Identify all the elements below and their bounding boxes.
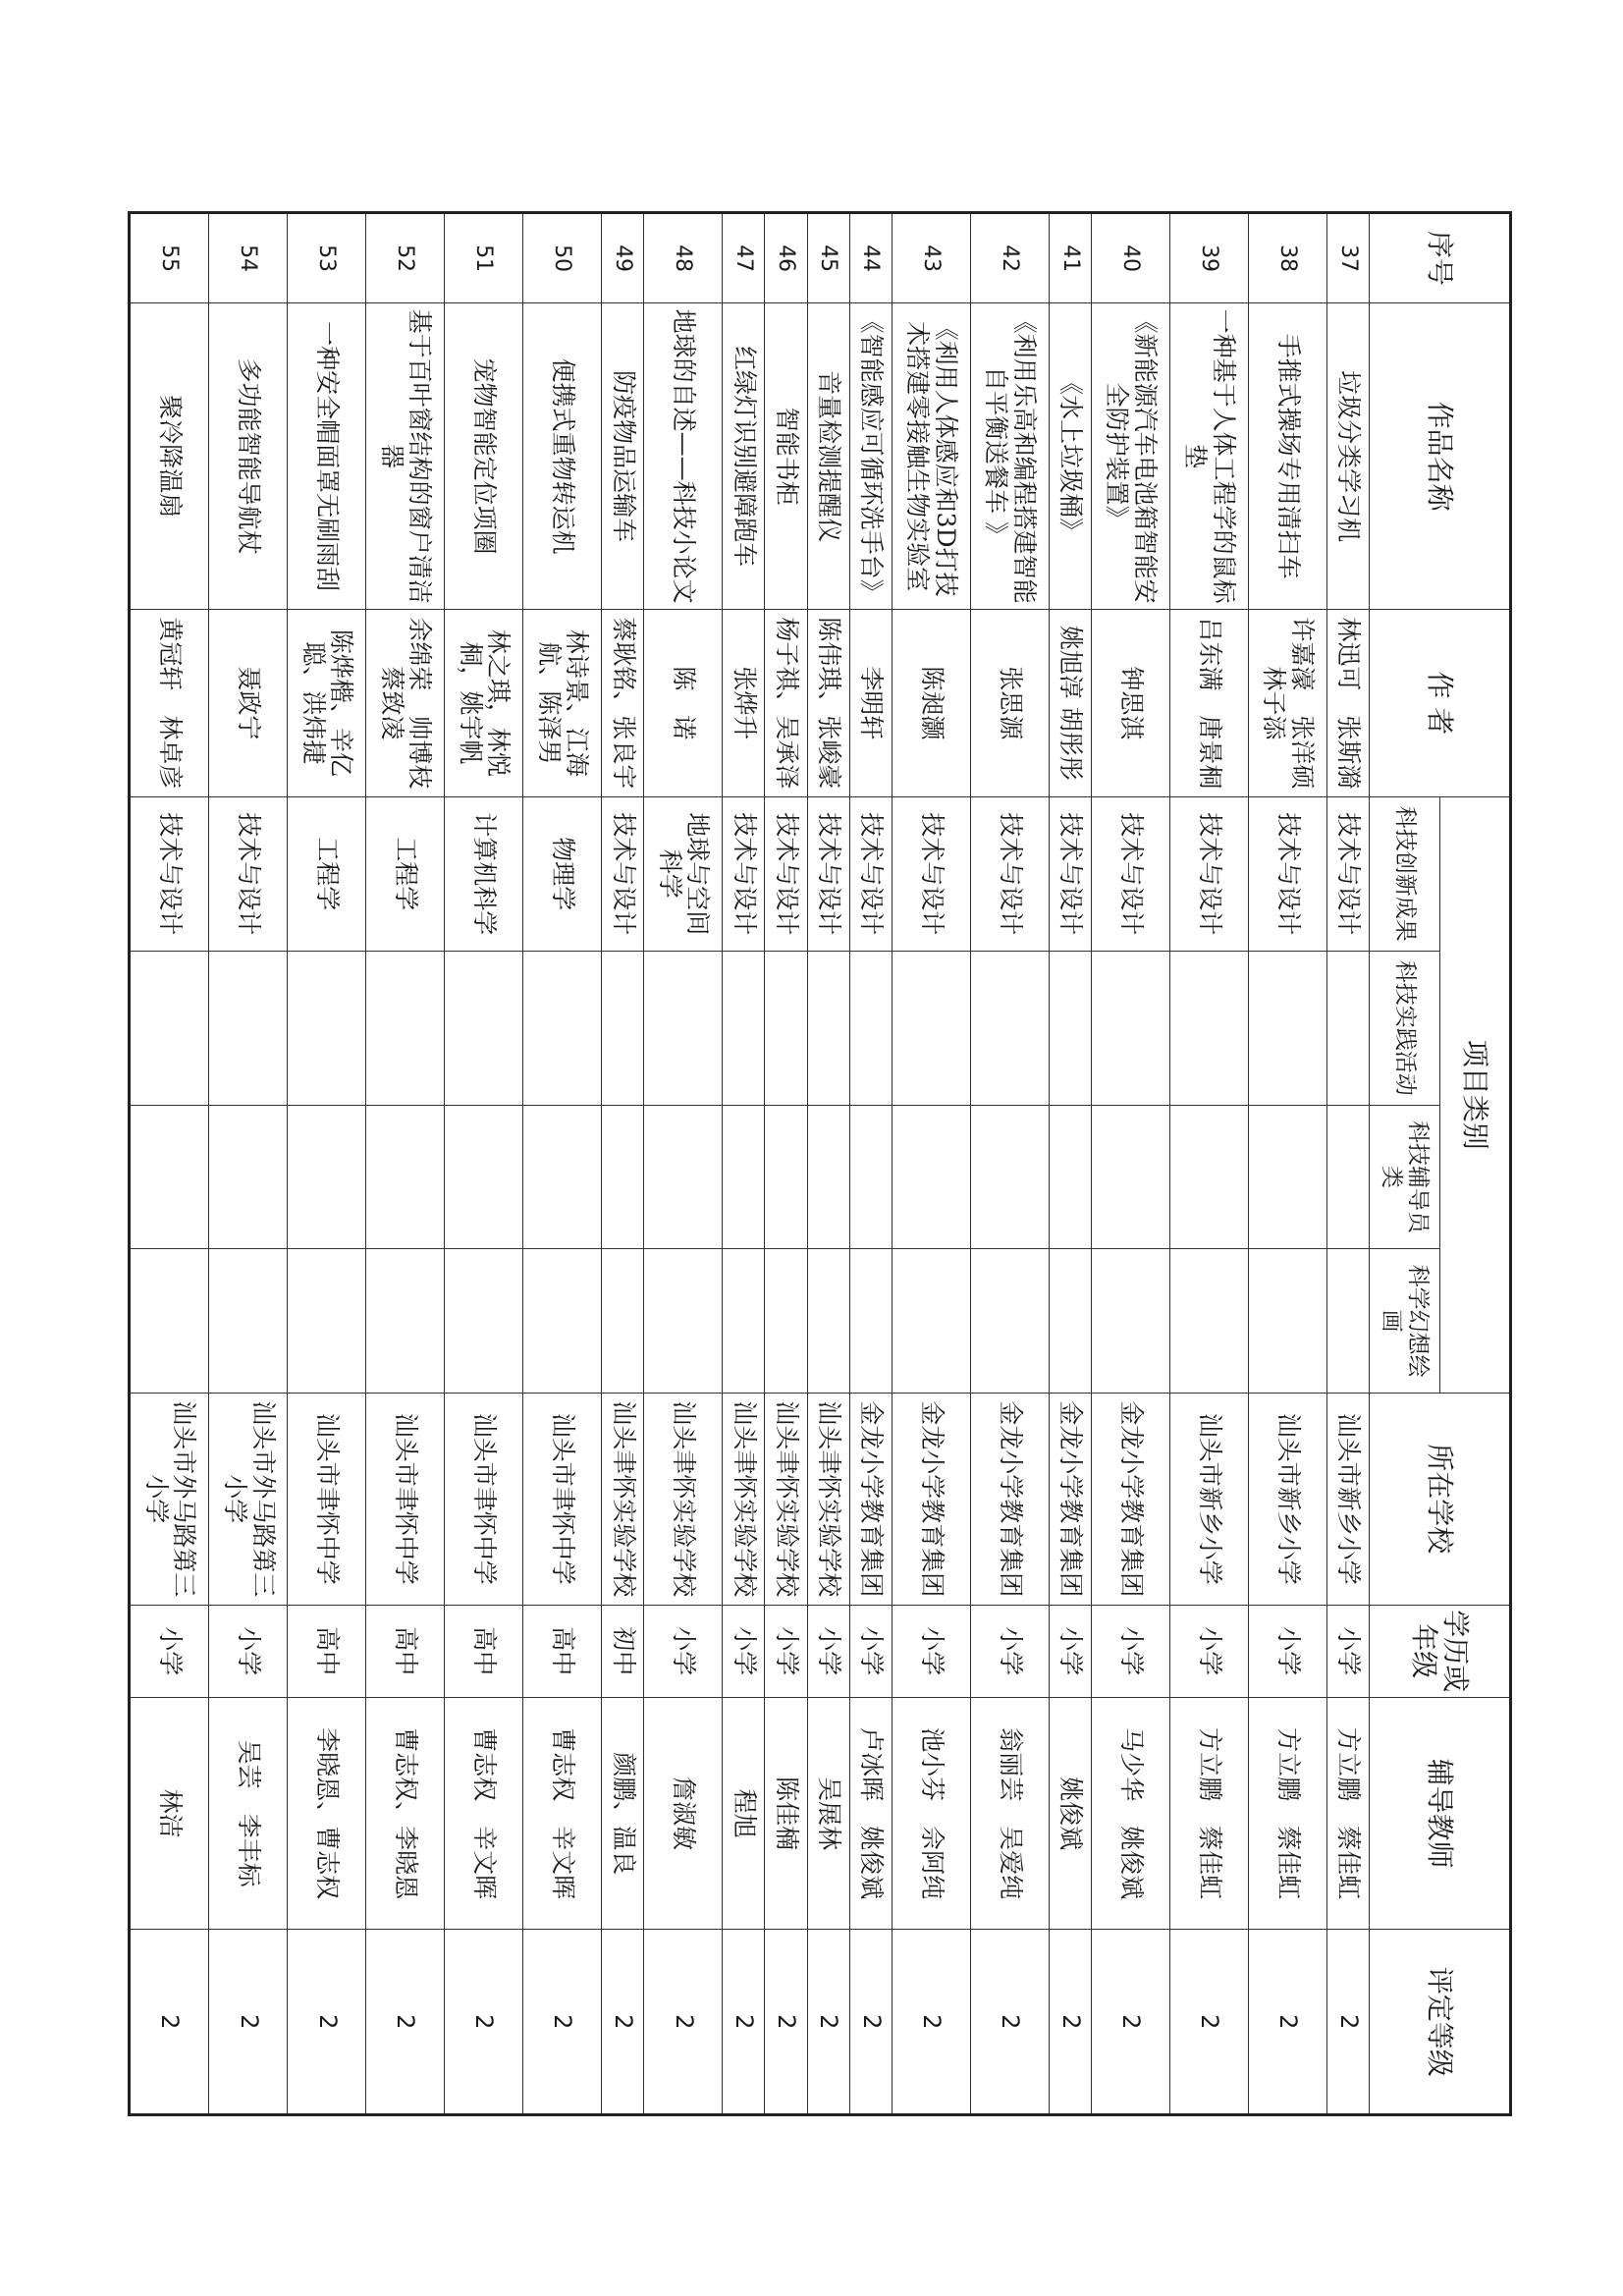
cell-tutor bbox=[1248, 1105, 1326, 1249]
cell-level: 2 bbox=[723, 1930, 765, 2115]
cell-name: 基于百叶窗结构的窗户清洁器 bbox=[366, 303, 445, 610]
cell-teacher: 池小芬 佘阿纯 bbox=[892, 1697, 970, 1930]
cell-seq: 46 bbox=[765, 213, 807, 303]
cell-name: 聚冷降温扇 bbox=[130, 303, 209, 610]
cell-seq: 45 bbox=[807, 213, 849, 303]
cell-level: 2 bbox=[602, 1930, 644, 2115]
cell-name: 手推式操场专用清扫车 bbox=[1248, 303, 1326, 610]
cell-teacher: 詹淑敏 bbox=[644, 1697, 723, 1930]
header-category: 项目类别 bbox=[1440, 796, 1511, 1393]
cell-seq: 47 bbox=[723, 213, 765, 303]
cell-school: 汕头聿怀实验学校 bbox=[602, 1393, 644, 1605]
cell-seq: 44 bbox=[849, 213, 892, 303]
cell-name: 《新能源汽车电池箱智能安全防护装置》 bbox=[1091, 303, 1169, 610]
cell-innovation: 计算机科学 bbox=[445, 796, 523, 951]
cell-tutor bbox=[892, 1105, 970, 1249]
cell-name: 地球的自述——科技小论文 bbox=[644, 303, 723, 610]
table-row bbox=[1091, 213, 1169, 2115]
cell-author: 聂政宁 bbox=[209, 610, 288, 797]
cell-school: 汕头市聿怀中学 bbox=[288, 1393, 366, 1605]
cell-school: 汕头市新乡小学 bbox=[1326, 1393, 1369, 1605]
cell-innovation: 技术与设计 bbox=[1248, 796, 1326, 951]
cell-name: 《智能感应可循环洗手台》 bbox=[849, 303, 892, 610]
cell-practice bbox=[445, 951, 523, 1105]
cell-seq: 50 bbox=[523, 213, 602, 303]
cell-fantasy bbox=[209, 1249, 288, 1394]
table-row bbox=[1326, 213, 1369, 2115]
cell-innovation: 工程学 bbox=[366, 796, 445, 951]
cell-fantasy bbox=[1248, 1249, 1326, 1394]
cell-grade: 小学 bbox=[644, 1605, 723, 1697]
cell-teacher: 方立鹏 蔡佳虹 bbox=[1169, 1697, 1248, 1930]
cell-author: 林之琪，林悦桐，姚宇帆 bbox=[445, 610, 523, 797]
cell-grade: 小学 bbox=[1326, 1605, 1369, 1697]
cell-teacher: 姚俊斌 bbox=[1049, 1697, 1091, 1930]
cell-innovation: 技术与设计 bbox=[130, 796, 209, 951]
cell-practice bbox=[366, 951, 445, 1105]
cell-author: 陈烨楷、辛亿聪、洪炜捷 bbox=[288, 610, 366, 797]
cell-author: 吕东满 唐景桐 bbox=[1169, 610, 1248, 797]
cell-name: 《水上垃圾桶》 bbox=[1049, 303, 1091, 610]
cell-tutor bbox=[288, 1105, 366, 1249]
cell-innovation: 工程学 bbox=[288, 796, 366, 951]
cell-innovation: 技术与设计 bbox=[1049, 796, 1091, 951]
header-teacher: 辅导教师 bbox=[1370, 1697, 1511, 1930]
header-level: 评定等级 bbox=[1370, 1930, 1511, 2115]
cell-teacher: 曹志权 辛文晖 bbox=[523, 1697, 602, 1930]
award-table bbox=[128, 211, 1512, 2116]
cell-fantasy bbox=[849, 1249, 892, 1394]
cell-tutor bbox=[130, 1105, 209, 1249]
cell-practice bbox=[849, 951, 892, 1105]
cell-practice bbox=[523, 951, 602, 1105]
cell-seq: 42 bbox=[970, 213, 1049, 303]
cell-teacher: 颜鹏、温良 bbox=[602, 1697, 644, 1930]
header-name: 作品名称 bbox=[1370, 303, 1511, 610]
cell-practice bbox=[209, 951, 288, 1105]
cell-level: 2 bbox=[807, 1930, 849, 2115]
cell-fantasy bbox=[807, 1249, 849, 1394]
cell-innovation: 技术与设计 bbox=[1326, 796, 1369, 951]
header-cat-innovation: 科技创新成果 bbox=[1370, 796, 1440, 951]
cell-teacher: 陈佳楠 bbox=[765, 1697, 807, 1930]
cell-practice bbox=[1091, 951, 1169, 1105]
cell-name: 便携式重物转运机 bbox=[523, 303, 602, 610]
cell-tutor bbox=[1091, 1105, 1169, 1249]
cell-tutor bbox=[970, 1105, 1049, 1249]
header-cat-practice: 科技实践活动 bbox=[1370, 951, 1440, 1105]
cell-seq: 41 bbox=[1049, 213, 1091, 303]
cell-practice bbox=[1049, 951, 1091, 1105]
table-row bbox=[644, 213, 723, 2115]
table-row bbox=[807, 213, 849, 2115]
cell-teacher: 吴芸 李丰标 bbox=[209, 1697, 288, 1930]
cell-level: 2 bbox=[209, 1930, 288, 2115]
cell-seq: 49 bbox=[602, 213, 644, 303]
cell-innovation: 技术与设计 bbox=[723, 796, 765, 951]
cell-practice bbox=[892, 951, 970, 1105]
cell-grade: 小学 bbox=[807, 1605, 849, 1697]
header-cat-tutor: 科技辅导员类 bbox=[1370, 1105, 1440, 1249]
cell-practice bbox=[644, 951, 723, 1105]
cell-author: 姚旭淳 胡彤彤 bbox=[1049, 610, 1091, 797]
cell-school: 汕头聿怀实验学校 bbox=[723, 1393, 765, 1605]
cell-school: 汕头市聿怀中学 bbox=[366, 1393, 445, 1605]
cell-practice bbox=[970, 951, 1049, 1105]
cell-level: 2 bbox=[130, 1930, 209, 2115]
cell-school: 汕头市新乡小学 bbox=[1248, 1393, 1326, 1605]
cell-seq: 55 bbox=[130, 213, 209, 303]
table-row bbox=[130, 213, 209, 2115]
cell-fantasy bbox=[723, 1249, 765, 1394]
table-row bbox=[1049, 213, 1091, 2115]
rotated-table-container bbox=[128, 211, 1512, 2116]
cell-name: 一种基于人体工程学的鼠标垫 bbox=[1169, 303, 1248, 610]
cell-practice bbox=[723, 951, 765, 1105]
cell-teacher: 李晓恩、曹志权 bbox=[288, 1697, 366, 1930]
cell-innovation: 技术与设计 bbox=[1169, 796, 1248, 951]
cell-seq: 43 bbox=[892, 213, 970, 303]
cell-teacher: 林洁 bbox=[130, 1697, 209, 1930]
cell-school: 汕头市外马路第三小学 bbox=[130, 1393, 209, 1605]
cell-teacher: 曹志权 辛文晖 bbox=[445, 1697, 523, 1930]
cell-grade: 小学 bbox=[209, 1605, 288, 1697]
cell-school: 汕头聿怀实验学校 bbox=[765, 1393, 807, 1605]
cell-tutor bbox=[723, 1105, 765, 1249]
cell-fantasy bbox=[1049, 1249, 1091, 1394]
cell-level: 2 bbox=[765, 1930, 807, 2115]
cell-teacher: 马少华 姚俊斌 bbox=[1091, 1697, 1169, 1930]
cell-grade: 小学 bbox=[723, 1605, 765, 1697]
cell-name: 智能书柜 bbox=[765, 303, 807, 610]
cell-name: 红绿灯识别避障跑车 bbox=[723, 303, 765, 610]
cell-author: 许嘉濠 张洋硕 林子添 bbox=[1248, 610, 1326, 797]
cell-level: 2 bbox=[288, 1930, 366, 2115]
cell-school: 汕头聿怀实验学校 bbox=[807, 1393, 849, 1605]
cell-tutor bbox=[209, 1105, 288, 1249]
header-seq: 序号 bbox=[1370, 213, 1511, 303]
cell-grade: 高中 bbox=[445, 1605, 523, 1697]
table-row bbox=[892, 213, 970, 2115]
cell-fantasy bbox=[1169, 1249, 1248, 1394]
cell-grade: 高中 bbox=[288, 1605, 366, 1697]
cell-practice bbox=[602, 951, 644, 1105]
cell-level: 2 bbox=[523, 1930, 602, 2115]
table-row bbox=[849, 213, 892, 2115]
cell-tutor bbox=[366, 1105, 445, 1249]
cell-fantasy bbox=[1326, 1249, 1369, 1394]
cell-school: 汕头市外马路第三小学 bbox=[209, 1393, 288, 1605]
cell-fantasy bbox=[892, 1249, 970, 1394]
cell-innovation: 技术与设计 bbox=[892, 796, 970, 951]
cell-seq: 51 bbox=[445, 213, 523, 303]
cell-tutor bbox=[644, 1105, 723, 1249]
cell-practice bbox=[288, 951, 366, 1105]
cell-teacher: 方立鹏 蔡佳虹 bbox=[1326, 1697, 1369, 1930]
cell-grade: 小学 bbox=[130, 1605, 209, 1697]
cell-school: 汕头市新乡小学 bbox=[1169, 1393, 1248, 1605]
cell-name: 防疫物品运输车 bbox=[602, 303, 644, 610]
cell-tutor bbox=[445, 1105, 523, 1249]
cell-seq: 38 bbox=[1248, 213, 1326, 303]
table-row bbox=[1169, 213, 1248, 2115]
cell-school: 金龙小学教育集团 bbox=[892, 1393, 970, 1605]
cell-level: 2 bbox=[892, 1930, 970, 2115]
cell-practice bbox=[1326, 951, 1369, 1105]
cell-author: 杨子祺、吴承泽 bbox=[765, 610, 807, 797]
cell-level: 2 bbox=[1091, 1930, 1169, 2115]
cell-school: 金龙小学教育集团 bbox=[1049, 1393, 1091, 1605]
cell-tutor bbox=[765, 1105, 807, 1249]
table-row bbox=[523, 213, 602, 2115]
cell-seq: 54 bbox=[209, 213, 288, 303]
header-cat-fantasy: 科学幻想绘画 bbox=[1370, 1249, 1440, 1394]
cell-fantasy bbox=[130, 1249, 209, 1394]
cell-innovation: 技术与设计 bbox=[1091, 796, 1169, 951]
cell-seq: 52 bbox=[366, 213, 445, 303]
table-row bbox=[970, 213, 1049, 2115]
cell-author: 余绵荣 帅博枝 蔡致凌 bbox=[366, 610, 445, 797]
table-row bbox=[445, 213, 523, 2115]
cell-author: 张思源 bbox=[970, 610, 1049, 797]
cell-name: 音量检测提醒仪 bbox=[807, 303, 849, 610]
cell-author: 蔡耿铭、张良宇 bbox=[602, 610, 644, 797]
cell-name: 一种安全帽面罩无刷雨刮 bbox=[288, 303, 366, 610]
cell-level: 2 bbox=[1248, 1930, 1326, 2115]
cell-author: 李明轩 bbox=[849, 610, 892, 797]
header-author: 作 者 bbox=[1370, 610, 1511, 797]
cell-level: 2 bbox=[970, 1930, 1049, 2115]
cell-tutor bbox=[1326, 1105, 1369, 1249]
cell-teacher: 曹志权、李晓恩 bbox=[366, 1697, 445, 1930]
cell-school: 汕头市聿怀中学 bbox=[523, 1393, 602, 1605]
cell-fantasy bbox=[523, 1249, 602, 1394]
cell-fantasy bbox=[765, 1249, 807, 1394]
cell-grade: 小学 bbox=[1049, 1605, 1091, 1697]
table-row bbox=[1248, 213, 1326, 2115]
cell-name: 《利用乐高和编程搭建智能自平衡送餐车 》 bbox=[970, 303, 1049, 610]
table-body bbox=[130, 213, 1370, 2115]
cell-grade: 初中 bbox=[602, 1605, 644, 1697]
cell-seq: 48 bbox=[644, 213, 723, 303]
cell-level: 2 bbox=[1049, 1930, 1091, 2115]
cell-name: 垃圾分类学习机 bbox=[1326, 303, 1369, 610]
cell-teacher: 吴展林 bbox=[807, 1697, 849, 1930]
cell-innovation: 技术与设计 bbox=[602, 796, 644, 951]
cell-grade: 高中 bbox=[523, 1605, 602, 1697]
cell-grade: 小学 bbox=[892, 1605, 970, 1697]
cell-seq: 37 bbox=[1326, 213, 1369, 303]
cell-level: 2 bbox=[445, 1930, 523, 2115]
cell-tutor bbox=[1169, 1105, 1248, 1249]
cell-level: 2 bbox=[644, 1930, 723, 2115]
cell-innovation: 技术与设计 bbox=[849, 796, 892, 951]
cell-level: 2 bbox=[849, 1930, 892, 2115]
cell-tutor bbox=[523, 1105, 602, 1249]
cell-seq: 53 bbox=[288, 213, 366, 303]
cell-grade: 小学 bbox=[1248, 1605, 1326, 1697]
header-grade: 学历或年级 bbox=[1370, 1605, 1511, 1697]
cell-innovation: 地球与空间科学 bbox=[644, 796, 723, 951]
cell-tutor bbox=[1049, 1105, 1091, 1249]
cell-teacher: 翁丽芸 吴爱纯 bbox=[970, 1697, 1049, 1930]
cell-author: 林诗景、江海航、陈泽男 bbox=[523, 610, 602, 797]
cell-practice bbox=[130, 951, 209, 1105]
cell-level: 2 bbox=[1326, 1930, 1369, 2115]
cell-level: 2 bbox=[366, 1930, 445, 2115]
cell-fantasy bbox=[445, 1249, 523, 1394]
cell-grade: 小学 bbox=[849, 1605, 892, 1697]
table-header bbox=[1370, 213, 1511, 2115]
table-row bbox=[723, 213, 765, 2115]
cell-fantasy bbox=[970, 1249, 1049, 1394]
cell-author: 陈 诺 bbox=[644, 610, 723, 797]
header-school: 所在学校 bbox=[1370, 1393, 1511, 1605]
cell-school: 金龙小学教育集团 bbox=[970, 1393, 1049, 1605]
table-row bbox=[602, 213, 644, 2115]
cell-practice bbox=[1248, 951, 1326, 1105]
cell-grade: 高中 bbox=[366, 1605, 445, 1697]
cell-seq: 40 bbox=[1091, 213, 1169, 303]
cell-fantasy bbox=[1091, 1249, 1169, 1394]
table-row bbox=[288, 213, 366, 2115]
cell-innovation: 技术与设计 bbox=[209, 796, 288, 951]
cell-author: 钟思淇 bbox=[1091, 610, 1169, 797]
cell-teacher: 卢冰晖 姚俊斌 bbox=[849, 1697, 892, 1930]
cell-practice bbox=[807, 951, 849, 1105]
table-row bbox=[765, 213, 807, 2115]
cell-innovation: 物理学 bbox=[523, 796, 602, 951]
cell-tutor bbox=[849, 1105, 892, 1249]
cell-teacher: 程旭 bbox=[723, 1697, 765, 1930]
table-row bbox=[366, 213, 445, 2115]
cell-author: 林迅可 张斯漪 bbox=[1326, 610, 1369, 797]
cell-practice bbox=[765, 951, 807, 1105]
cell-fantasy bbox=[288, 1249, 366, 1394]
cell-innovation: 技术与设计 bbox=[807, 796, 849, 951]
table-row bbox=[209, 213, 288, 2115]
cell-name: 多功能智能导航杖 bbox=[209, 303, 288, 610]
cell-name: 《利用人体感应和3D打技术搭建零接触生物实验室 bbox=[892, 303, 970, 610]
cell-fantasy bbox=[644, 1249, 723, 1394]
cell-innovation: 技术与设计 bbox=[970, 796, 1049, 951]
cell-school: 汕头聿怀实验学校 bbox=[644, 1393, 723, 1605]
cell-level: 2 bbox=[1169, 1930, 1248, 2115]
cell-tutor bbox=[602, 1105, 644, 1249]
cell-author: 张烨升 bbox=[723, 610, 765, 797]
cell-grade: 小学 bbox=[1091, 1605, 1169, 1697]
cell-seq: 39 bbox=[1169, 213, 1248, 303]
cell-author: 陈昶灏 bbox=[892, 610, 970, 797]
cell-school: 金龙小学教育集团 bbox=[849, 1393, 892, 1605]
cell-school: 金龙小学教育集团 bbox=[1091, 1393, 1169, 1605]
cell-grade: 小学 bbox=[970, 1605, 1049, 1697]
cell-grade: 小学 bbox=[1169, 1605, 1248, 1697]
cell-teacher: 方立鹏 蔡佳虹 bbox=[1248, 1697, 1326, 1930]
cell-school: 汕头市聿怀中学 bbox=[445, 1393, 523, 1605]
cell-grade: 小学 bbox=[765, 1605, 807, 1697]
cell-practice bbox=[1169, 951, 1248, 1105]
cell-fantasy bbox=[602, 1249, 644, 1394]
cell-innovation: 技术与设计 bbox=[765, 796, 807, 951]
cell-name: 宠物智能定位项圈 bbox=[445, 303, 523, 610]
cell-tutor bbox=[807, 1105, 849, 1249]
cell-author: 陈伟琪、张峻豪 bbox=[807, 610, 849, 797]
cell-author: 黄冠轩 林卓彦 bbox=[130, 610, 209, 797]
cell-fantasy bbox=[366, 1249, 445, 1394]
